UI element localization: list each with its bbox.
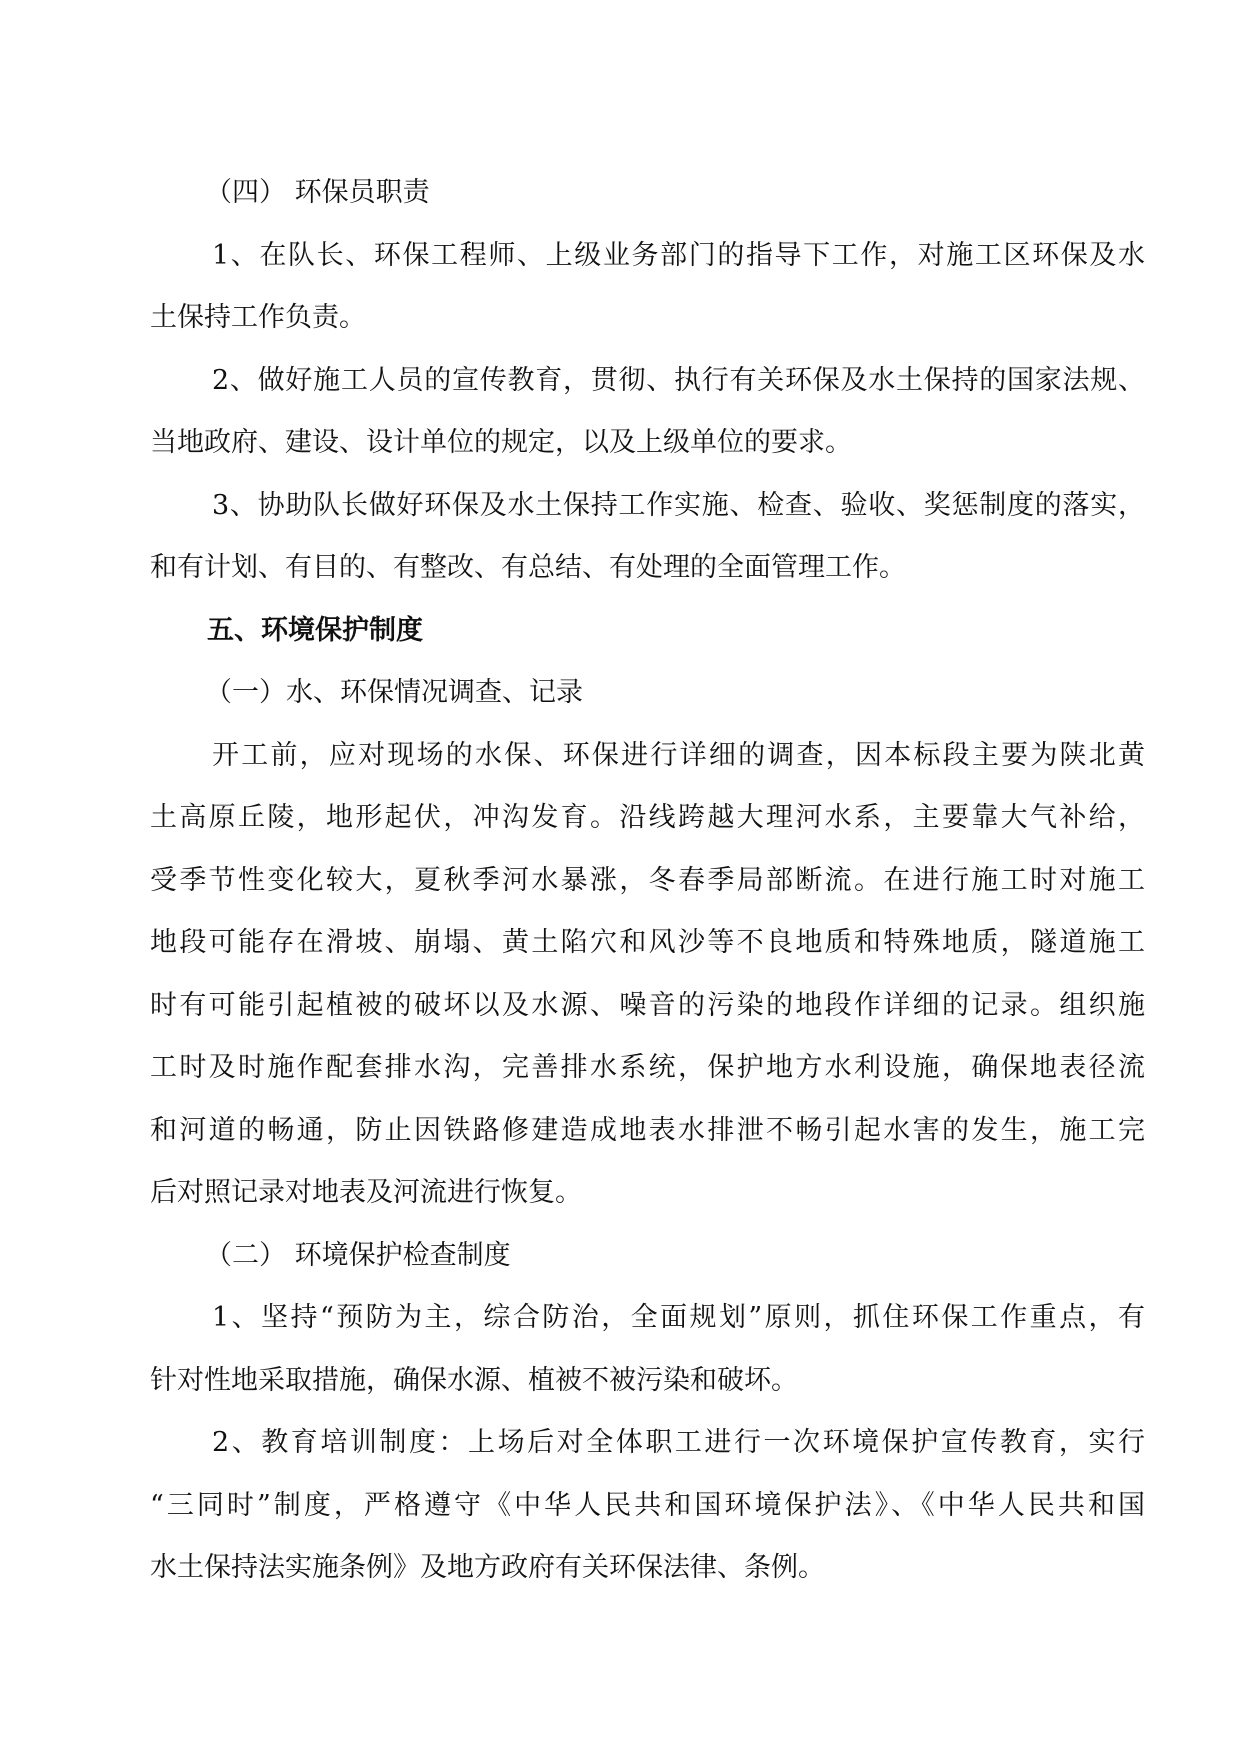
section-4-item-1-line-2: 土保持工作负责。 [150,302,366,333]
document-page [150,162,1145,1600]
subsection-1-paragraph-line-3: 受季节性变化较大，夏秋季河水暴涨，冬春季局部断流。在进行施工时对施工 [150,864,1145,896]
subsection-1-paragraph-line-4: 地段可能存在滑坡、崩塌、黄土陷穴和风沙等不良地质和特殊地质，隧道施工 [150,927,1145,958]
subsection-1-paragraph-line-5: 时有可能引起植被的破坏以及水源、噪音的污染的地段作详细的记录。组织施 [150,989,1145,1021]
subsection-2-item-2-line-2: “三同时”制度，严格遵守《中华人民共和国环境保护法》、《中华人民共和国 [150,1489,1145,1521]
section-4-title: （四） 环保员职责 [205,177,430,208]
section-4-item-3-line-2: 和有计划、有目的、有整改、有总结、有处理的全面管理工作。 [150,552,906,583]
subsection-2-title: （二） 环境保护检查制度 [205,1239,511,1271]
subsection-2-item-1-line-1: 1、坚持“预防为主，综合防治，全面规划”原则，抓住环保工作重点，有 [212,1302,1145,1333]
subsection-1-paragraph-line-8: 后对照记录对地表及河流进行恢复。 [150,1177,582,1208]
chapter-5-heading: 五、环境保护制度 [207,614,423,646]
subsection-1-paragraph-line-1: 开工前，应对现场的水保、环保进行详细的调查，因本标段主要为陕北黄 [212,739,1145,771]
subsection-1-paragraph-line-6: 工时及时施作配套排水沟，完善排水系统，保护地方水利设施，确保地表径流 [150,1052,1145,1083]
subsection-1-paragraph-line-2: 土高原丘陵，地形起伏，冲沟发育。沿线跨越大理河水系，主要靠大气补给， [150,802,1145,833]
section-4-item-2-line-1: 2、做好施工人员的宣传教育，贯彻、执行有关环保及水土保持的国家法规、 [212,364,1145,396]
section-4-item-3-line-1: 3、协助队长做好环保及水土保持工作实施、检查、验收、奖惩制度的落实， [212,489,1145,521]
subsection-2-item-1-line-2: 针对性地采取措施，确保水源、植被不被污染和破坏。 [150,1364,798,1396]
section-4-item-2-line-2: 当地政府、建设、设计单位的规定，以及上级单位的要求。 [150,427,852,458]
section-4-item-1-line-1: 1、在队长、环保工程师、上级业务部门的指导下工作，对施工区环保及水 [212,239,1145,271]
subsection-1-paragraph-line-7: 和河道的畅通，防止因铁路修建造成地表水排泄不畅引起水害的发生，施工完 [150,1114,1145,1146]
subsection-2-item-2-line-3: 水土保持法实施条例》及地方政府有关环保法律、条例。 [150,1552,825,1583]
subsection-1-title: （一）水、环保情况调查、记录 [205,677,583,708]
subsection-2-item-2-line-1: 2、教育培训制度：上场后对全体职工进行一次环境保护宣传教育，实行 [212,1427,1145,1458]
